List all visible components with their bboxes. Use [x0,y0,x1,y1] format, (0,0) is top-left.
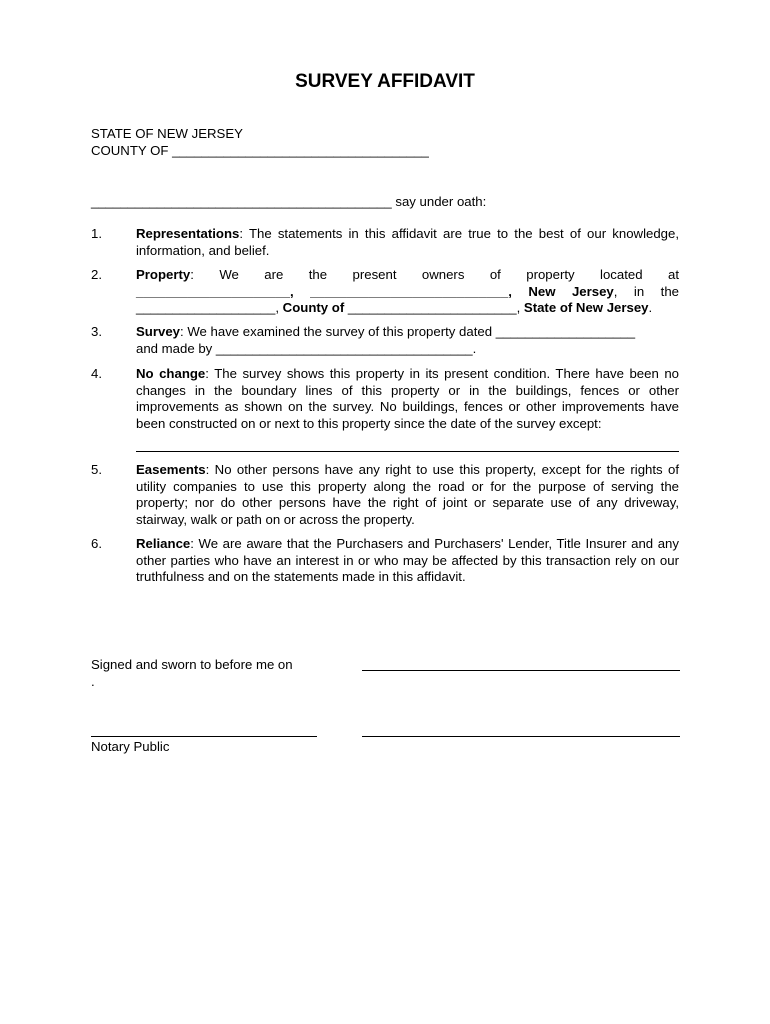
item-heading: No change [136,366,206,381]
survey-line-2: and made by ___________________________________. [136,340,477,356]
item-number-1: 1. [91,226,102,241]
item-text: : The statements in this affidavit are true to the best of our knowledge, information, and belief. [136,226,679,258]
signed-sworn-label: Signed and sworn to before me on [91,657,293,672]
item-number-2: 2. [91,267,102,282]
item-heading: Representations [136,226,240,241]
item-number-3: 3. [91,324,102,339]
oath-line: _________________________________________ say under oath: [91,194,487,209]
item-text: : No other persons have any right to use this property, except for the rights of utility companies to use this property along the road or for the purpose of serving the property; nor do other persons have the right of joint or separate use of any driveway, stairway, walk or path on or across the property. [136,462,679,527]
item-text: : The survey shows this property in its present condition. There have been no changes in the boundary lines of this property or in the buildings, fences or other improvements as shown on the survey. No buildings, fences or other improvements have been constructed on or next to this property since the date of the survey except: [136,366,679,431]
affiant-signature-line-2 [362,736,680,737]
exceptions-blank-line [136,451,679,452]
item-no-change [136,366,679,432]
item-reliance [136,536,679,586]
item-heading: Easements [136,462,206,477]
item-property [136,267,679,317]
property-line-2: _____________________, ___________________________, New Jersey, in the [136,283,679,299]
signed-period: . [91,674,95,689]
item-number-6: 6. [91,536,102,551]
item-number-4: 4. [91,366,102,381]
item-heading: Survey [136,324,180,339]
item-number-5: 5. [91,462,102,477]
item-representations [136,226,679,259]
document-title: SURVEY AFFIDAVIT [295,71,475,92]
notary-signature-line [91,736,317,737]
item-heading: Reliance [136,536,191,551]
item-survey [136,324,679,357]
item-heading: Property [136,267,191,282]
state-line: STATE OF NEW JERSEY [91,126,243,141]
property-line-3: ___________________, County of _______________________, State of New Jersey. [136,300,653,315]
survey-line-1: Survey: We have examined the survey of this property dated ___________________ [136,324,636,339]
notary-public-label: Notary Public [91,739,170,754]
item-text: : We are aware that the Purchasers and Purchasers' Lender, Title Insurer and any other parties who have an interest in or who may be affected by this transaction rely on our truthfulness and on the statements made in this affidavit. [136,536,679,584]
affiant-signature-line-1 [362,670,680,671]
item-easements [136,462,679,528]
county-line: COUNTY OF ___________________________________ [91,143,429,158]
property-line-1: Property: We are the present owners of property located at [136,267,679,282]
